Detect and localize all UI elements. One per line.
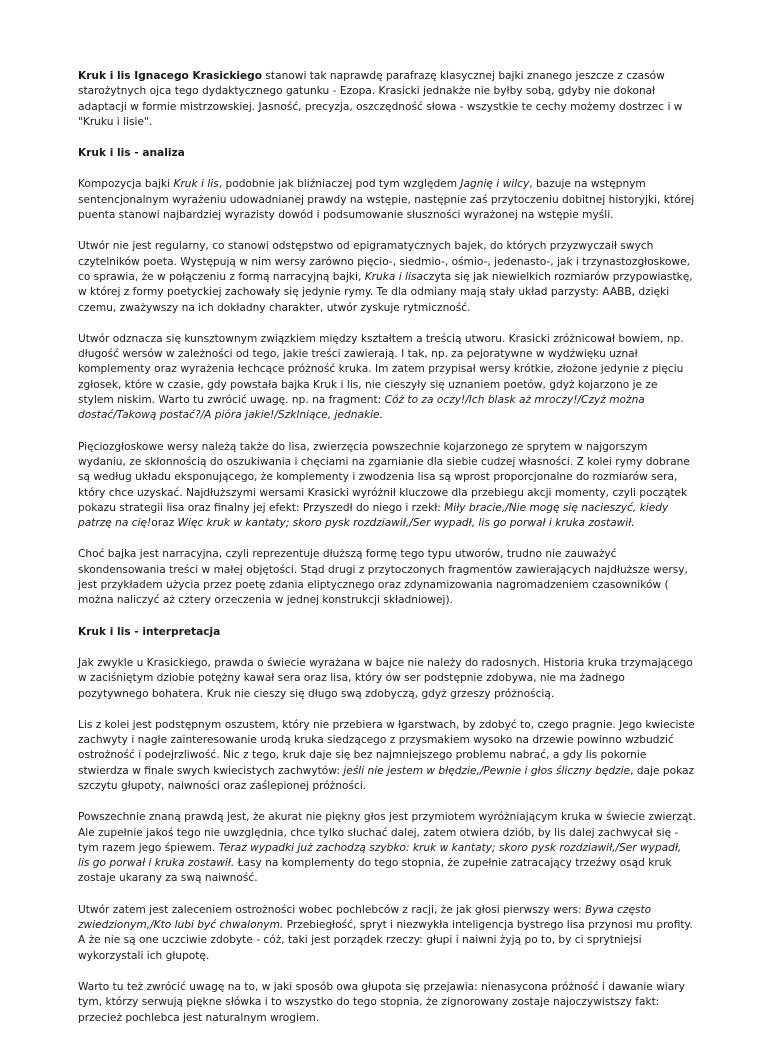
paragraph (78, 332, 696, 424)
paragraph (78, 980, 696, 1026)
italic-quote: Kruka i lisa (364, 270, 423, 283)
paragraph (78, 440, 696, 532)
paragraph (78, 69, 696, 130)
text-run: Przebiegłość, spryt i niezwykła inteligencja bystrego lisa przynosi mu profity. A że nie są one uczciwie zdobyte - cóż, taki jest porządek rzeczy: głupi i naiwni żyją po to, by ci sprytniejsi wykorzystali ich głupotę. (78, 919, 693, 962)
text-run: Choć bajka jest narracyjna, czyli reprezentuje dłuższą formę tego typu utworów, trudno nie zauważyć skondensowania treści w małej objętości. Stąd drugi z przytoczonych fragmentów zawierających najdłuższe wersy, jest przykładem użycia przez poetę zdania eliptycznego oraz zdynamizowania nagromadzeniem czasowników ( można naliczyć aż cztery orzeczenia w jednej konstrukcji składniowej). (78, 548, 688, 607)
text-run: Powszechnie znaną prawdą jest, że akurat nie piękny głos jest przymiotem wyróżniającym kruka w świecie zwierząt. Ale zupełnie jakoś tego nie uwzględnia, chce tylko słuchać dalej, zatem otwiera dziób, by lis dalej zachwycał się - tym razem jego śpiewem. (78, 811, 696, 854)
italic-quote: Bywa często zwiedzionym,/Kto lubi być chwalonym. (78, 903, 652, 932)
text-run: , daje pokaz szczytu głupoty, naiwności oraz zaślepionej próżności. (78, 764, 695, 792)
italic-quote: Miły bracie,/Nie mogę się nacieszyć, kiedy patrzę na cię! (78, 501, 669, 530)
italic-quote: Więc kruk w kantaty; skoro pysk rozdziawił,/Ser wypadł, lis go porwał i kruka zostawił. (177, 517, 635, 530)
section-heading: Kruk i lis - interpretacja (78, 625, 221, 638)
paragraph (78, 903, 696, 964)
italic-quote: Cóż to za oczy!/Ich blask aż mroczy!/Czyż można dostać/Takową postać?/A pióra jakie!/Szklniące, jednakie. (78, 394, 645, 422)
text-run: Utwór nie jest regularny, co stanowi odstępstwo od epigramatycznych bajek, do których przyzwyczaił swych czytelników poeta. Występują w nim wersy zarówno pięcio-, siedmio-, ośmio-, jedenasto-, jak i trzynastozgłoskowe, co sprawia, że w połączeniu z formą narracyjną bajki, (78, 240, 690, 283)
text-run: Lis z kolei jest podstępnym oszustem, który nie przebiera w łgarstwach, by zdobyć to, czego pragnie. Jego kwieciste zachwyty i nagłe zainteresowanie urodą kruka siedzącego z przysmakiem wysoko na drzewie powinno wzbudzić ostrożność i podejrzliwość. Nic z tego, kruk daje się bez najmniejszego problemu nabrać, a gdy lis pokornie stwierdza w finale swych kwiecistych zachwytów: (78, 718, 695, 777)
paragraph (78, 239, 696, 315)
text-run: stanowi tak naprawdę parafrazę klasycznej bajki znanego jeszcze z czasów starożytnych ojca tego dydaktycznego gatunku - Ezopa. Krasicki jednakże nie byłby sobą, gdyby nie dokonał adaptacji w formie mistrzowskiej. Jasność, precyzja, oszczędność słowa - wszystkie te cechy możemy dostrzec i w "Kruku i lisie". (78, 70, 683, 128)
text-run: Kompozycja bajki (78, 178, 174, 191)
text-run: czyta się jak niewielkich rozmiarów przypowiastkę, w której z formy poetyckiej zachowały się jedynie rymy. Te dla odmiany mają stały układ parzysty: AABB, dzięki czemu, zważywszy na ich dokładny charakter, utwór zyskuje rytmiczność. (78, 270, 693, 314)
article-body (78, 69, 696, 1042)
text-run: , podobnie jak bliźniaczej pod tym względem (218, 178, 461, 191)
text-run: Utwór odznacza się kunsztownym związkiem między kształtem a treścią utworu. Krasicki zróżnicował bowiem, np. długość wersów w zależności od tego, jakie treści zawierają. I tak, np. za pejoratywne w wydźwięku uznał komplementy oraz wyrażenia łechcące próżność kruka. Im zatem przypisał wersy krótkie, złożone jedynie z pięciu zgłosek, które w czasie, gdy powstała bajka Kruk i lis, nie cieszyły się uznaniem poetów, gdyż kojarzono je ze stylem niskim. Warto tu zwrócić uwagę. np. na fragment: (78, 332, 684, 407)
italic-quote: Kruk i lis (173, 178, 219, 191)
italic-quote: Teraz wypadki już zachodzą szybko: kruk w kantaty; skoro pysk rozdziawił,/Ser wypadł, lis go porwał i kruka zostawił. (78, 841, 682, 870)
italic-quote: Jagnię i wilcy (460, 178, 530, 191)
paragraph (78, 177, 696, 223)
italic-quote: jeśli nie jestem w błędzie,/Pewnie i głos śliczny będzie (343, 764, 631, 777)
text-run: Łasy na komplementy do tego stopnia, że zupełnie zatracający trzeźwy osąd kruk zostaje ukarany za swą naiwność. (78, 857, 672, 885)
text-run: , bazuje na wstępnym sentencjonalnym wyrażeniu udowadnianej prawdy na wstępie, następnie zaś przytoczeniu dobitnej historyjki, której puenta stanowi najbardziej wyrazisty dowód i podsumowanie słuszności wyrażonej na wstępie myśli. (78, 178, 695, 222)
text-run: Pięciozgłoskowe wersy należą także do lisa, zwierzęcia powszechnie kojarzonego ze sprytem w najgorszym wydaniu, ze skłonnością do oszukiwania i chęciami na zgarnianie dla siebie cudzej własności. Z kolei rymy dobrane są według układu eksponującego, że komplementy i zwodzenia lisa są wprost proporcjonalne do rozmiarów sera, który chce uzyskać. Najdłuższymi wersami Krasicki wyróżnił kluczowe dla przebiegu akcji momenty, czyli początek pokazu strategii lisa oraz finalny jej efekt: Przyszedł do niego i rzekł: (78, 440, 690, 514)
text-run: Utwór zatem jest zaleceniem ostrożności wobec pochlebców z racji, że jak głosi pierwszy wers: (78, 903, 585, 916)
paragraph (78, 810, 696, 886)
bold-text: Kruk i lis Ignacego Krasickiego (78, 70, 263, 82)
text-run: Warto tu też zwrócić uwagę na to, w jaki sposób owa głupota się przejawia: nienasycona próżność i dawanie wiary tym, którzy serwują piękne słówka i to wszystko do tego stopnia, że zignorowany zostaje najoczywistszy fakt: przecież pochlebca jest naturalnym wrogiem. (78, 980, 685, 1024)
paragraph (78, 718, 696, 794)
text-run: oraz (151, 517, 178, 530)
section-heading: Kruk i lis - analiza (78, 147, 185, 160)
paragraph (78, 547, 696, 608)
text-run: Jak zwykle u Krasickiego, prawda o świecie wyrażana w bajce nie należy do radosnych. Historia kruka trzymającego w zaciśniętym dziobie potężny kawał sera oraz lisa, który ów ser podstępnie zdobywa, nie ma żadnego pozytywnego bohatera. Kruk nie cieszy się długo swą zdobyczą, gdyż grzeszy próżnością. (78, 656, 693, 700)
paragraph (78, 656, 696, 702)
